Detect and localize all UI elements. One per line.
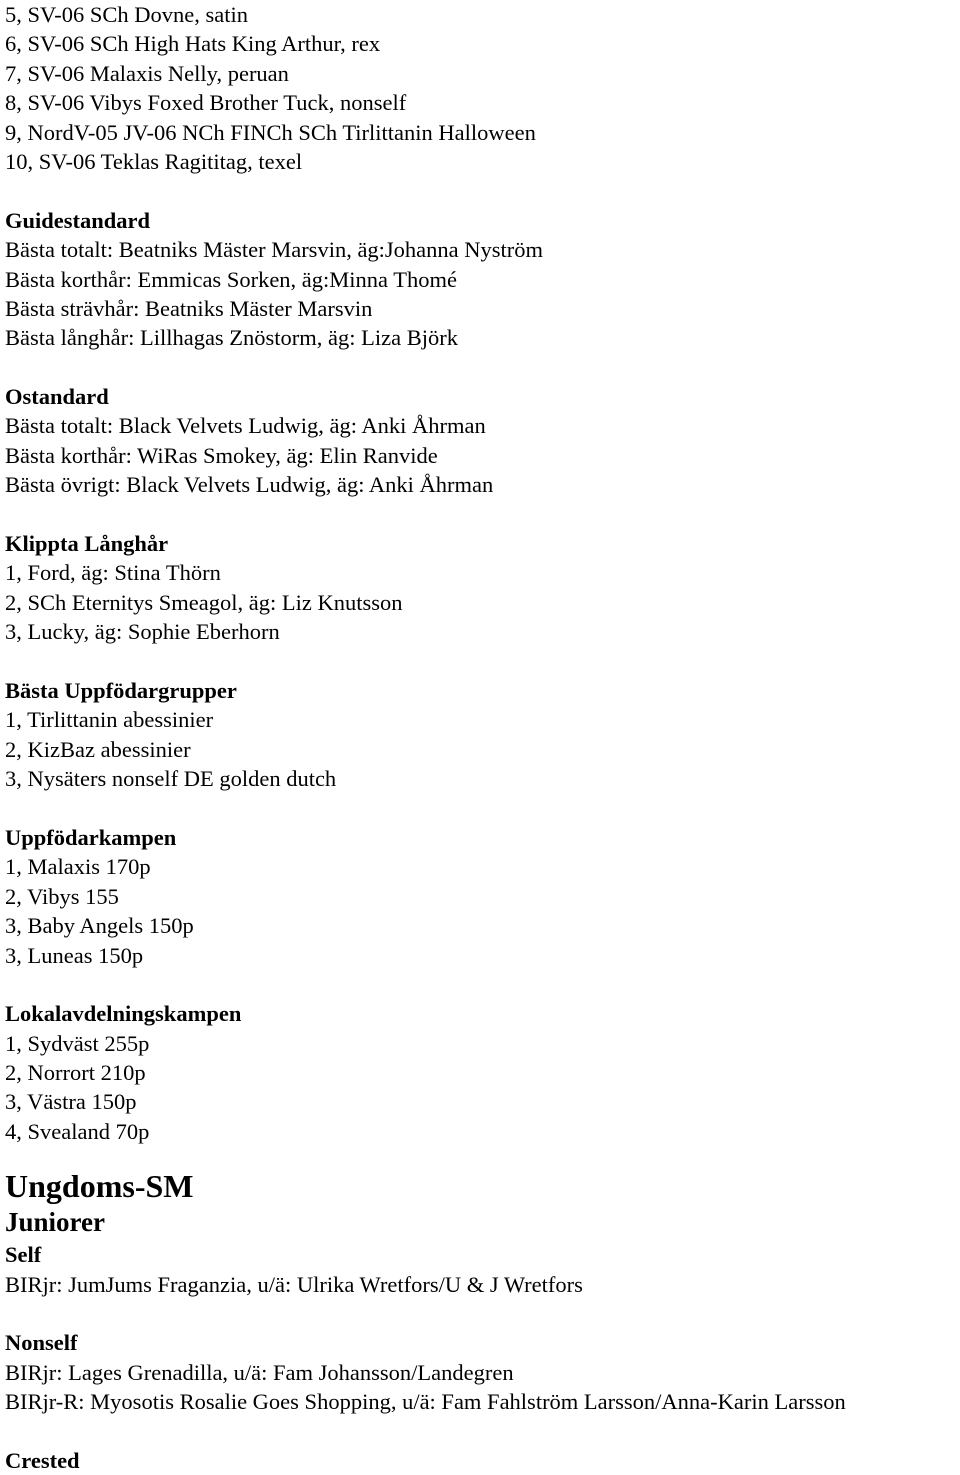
spacer <box>5 1299 960 1328</box>
list-item: 4, Svealand 70p <box>5 1118 150 1144</box>
section-heading: Lokalavdelningskampen <box>5 1001 242 1027</box>
section-lokalavdelningskampen <box>5 999 960 1146</box>
section-heading: Crested <box>5 1447 80 1473</box>
section-uppfodarkampen <box>5 823 960 970</box>
list-item: 3, Luneas 150p <box>5 942 144 968</box>
list-item: BIRjr-R: Myosotis Rosalie Goes Shopping, u/ä: Fam Fahlström Larsson/Anna-Karin Larsson <box>5 1389 846 1415</box>
list-item: 2, SCh Eternitys Smeagol, äg: Liz Knutsson <box>5 589 403 615</box>
section-uppfodargrupper <box>5 676 960 794</box>
list-item: BIRjr: Lages Grenadilla, u/ä: Fam Johansson/Landegren <box>5 1359 514 1385</box>
spacer <box>5 1417 960 1446</box>
list-item: 6, SV-06 SCh High Hats King Arthur, rex <box>5 31 381 57</box>
section-ungdoms-sm <box>5 1168 960 1475</box>
list-item: 1, Sydväst 255p <box>5 1030 150 1056</box>
list-item: Bästa långhår: Lillhagas Znöstorm, äg: Liza Björk <box>5 325 459 351</box>
results-list-top <box>5 0 960 176</box>
spacer <box>5 794 960 823</box>
list-item: 2, Vibys 155 <box>5 883 119 909</box>
list-item: Bästa övrigt: Black Velvets Ludwig, äg: Anki Åhrman <box>5 472 494 498</box>
spacer <box>5 970 960 999</box>
list-item: Bästa korthår: WiRas Smokey, äg: Elin Ranvide <box>5 442 438 468</box>
spacer <box>5 647 960 676</box>
list-item: Bästa totalt: Black Velvets Ludwig, äg: Anki Åhrman <box>5 413 486 439</box>
list-item: 10, SV-06 Teklas Ragititag, texel <box>5 148 303 174</box>
section-ostandard <box>5 382 960 500</box>
spacer <box>5 176 960 205</box>
list-item: Bästa totalt: Beatniks Mäster Marsvin, äg:Johanna Nyström <box>5 237 544 263</box>
section-heading: Bästa Uppfödargrupper <box>5 677 237 703</box>
list-item: 3, Västra 150p <box>5 1089 137 1115</box>
list-item: 1, Ford, äg: Stina Thörn <box>5 560 221 586</box>
list-item: 1, Malaxis 170p <box>5 854 151 880</box>
section-heading: Ostandard <box>5 384 109 410</box>
list-item: Bästa korthår: Emmicas Sorken, äg:Minna Thomé <box>5 266 457 292</box>
list-item: 3, Lucky, äg: Sophie Eberhorn <box>5 619 280 645</box>
spacer <box>5 500 960 529</box>
list-item: Bästa strävhår: Beatniks Mäster Marsvin <box>5 295 373 321</box>
list-item: BIRjr: JumJums Fraganzia, u/ä: Ulrika Wretfors/U & J Wretfors <box>5 1271 583 1297</box>
section-klippta-langhar <box>5 529 960 647</box>
page-title: Ungdoms-SM <box>5 1168 194 1205</box>
list-item: 7, SV-06 Malaxis Nelly, peruan <box>5 60 289 86</box>
section-subtitle: Juniorer <box>5 1207 105 1238</box>
list-item: 3, Baby Angels 150p <box>5 913 194 939</box>
list-item: 9, NordV-05 JV-06 NCh FINCh SCh Tirlittanin Halloween <box>5 119 536 145</box>
section-heading: Klippta Långhår <box>5 531 169 557</box>
list-item: 2, KizBaz abessinier <box>5 736 191 762</box>
list-item: 8, SV-06 Vibys Foxed Brother Tuck, nonself <box>5 90 407 116</box>
section-heading: Uppfödarkampen <box>5 824 177 850</box>
spacer <box>5 353 960 382</box>
section-guidestandard <box>5 206 960 353</box>
section-heading: Nonself <box>5 1330 78 1356</box>
spacer <box>5 1146 960 1168</box>
list-item: 3, Nysäters nonself DE golden dutch <box>5 766 337 792</box>
list-item: 1, Tirlittanin abessinier <box>5 707 214 733</box>
list-item: 2, Norrort 210p <box>5 1060 146 1086</box>
list-item: 5, SV-06 SCh Dovne, satin <box>5 2 248 27</box>
section-heading: Guidestandard <box>5 207 151 233</box>
section-heading: Self <box>5 1242 42 1268</box>
